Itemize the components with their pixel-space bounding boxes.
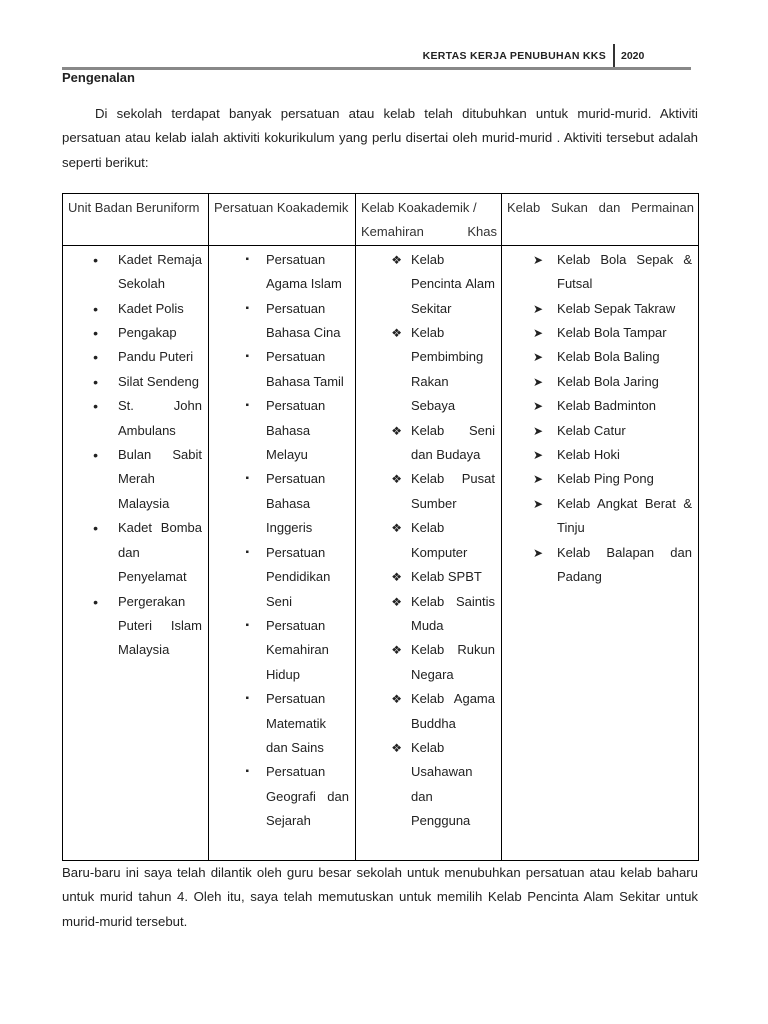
bullet-icon: ❖ (391, 740, 402, 755)
bullet-icon: ▪ (245, 546, 249, 558)
item-text: Persatuan Agama Islam (266, 251, 342, 292)
item-text: Kelab Bola Sepak & Futsal (557, 251, 692, 292)
bullet-icon: ❖ (391, 252, 402, 267)
header-year: 2020 (621, 50, 645, 62)
bullet-icon: ➤ (532, 472, 543, 487)
list-item (502, 321, 692, 345)
item-text: Kadet Bomba dan Penyelamat (118, 520, 202, 585)
item-text: Persatuan Bahasa Cina (266, 300, 341, 341)
list-item (502, 297, 692, 321)
item-text: Persatuan Kemahiran Hidup (266, 617, 329, 682)
item-text: St. John Ambulans (118, 398, 202, 438)
bullet-icon: ➤ (532, 448, 543, 463)
bullet-icon: ➤ (532, 326, 543, 341)
item-text: Kelab Catur (557, 422, 626, 438)
item-text: Silat Sendeng (118, 373, 199, 389)
list-item (502, 345, 692, 369)
table-body-row (63, 245, 699, 860)
bullet-icon: ▪ (245, 766, 249, 778)
list-item (209, 541, 349, 614)
table-header-row (63, 194, 699, 246)
item-list (63, 248, 202, 663)
list-item (63, 345, 202, 369)
item-text: Kelab Seni dan Budaya (411, 422, 495, 463)
item-text: Kelab Pusat Sumber (411, 471, 495, 511)
item-text: Kelab Komputer (411, 520, 468, 560)
header-title: KERTAS KERJA PENUBUHAN KKS (422, 50, 606, 62)
item-text: Persatuan Pendidikan Seni (266, 544, 331, 609)
item-list (209, 248, 349, 834)
item-text: Kelab Pembimbing Rakan Sebaya (411, 325, 484, 414)
list-item (502, 394, 692, 418)
list-item (356, 419, 495, 468)
column-uniform (63, 245, 209, 860)
header-rule (62, 67, 691, 70)
item-text: Kelab Saintis Muda (411, 593, 495, 633)
list-item (209, 614, 349, 687)
bullet-icon: ➤ (532, 350, 543, 365)
item-text: Persatuan Geografi dan Sejarah (266, 764, 349, 829)
item-list (502, 248, 692, 590)
item-text: Kelab Bola Baling (557, 349, 660, 365)
closing-paragraph: Baru-baru ini saya telah dilantik oleh guru besar sekolah untuk menubuhkan persatuan atau kelab baharu untuk murid tahun 4. Oleh itu, saya telah memutuskan untuk memilih Kelab Pencinta Alam Sekitar untuk murid-murid tersebut. (62, 865, 698, 929)
bullet-icon: ▪ (245, 351, 249, 363)
column-sukan (502, 245, 699, 860)
list-item (502, 248, 692, 297)
item-text: Kelab Bola Jaring (557, 373, 659, 389)
item-text: Pandu Puteri (118, 349, 194, 365)
list-item (63, 394, 202, 443)
bullet-icon: ❖ (391, 521, 402, 536)
bullet-icon: • (93, 349, 98, 366)
item-text: Kadet Polis (118, 300, 184, 316)
list-item (63, 370, 202, 394)
bullet-icon: • (93, 520, 98, 537)
bullet-icon: ▪ (245, 302, 249, 314)
item-text: Kelab Sepak Takraw (557, 300, 676, 316)
bullet-icon: • (93, 593, 98, 610)
item-text: Kelab SPBT (411, 569, 482, 585)
item-text: Kadet Remaja Sekolah (118, 251, 202, 292)
column-header-sukan: Kelab Sukan dan Permainan (502, 194, 699, 246)
bullet-icon: • (93, 398, 98, 415)
bullet-icon: ➤ (532, 301, 543, 316)
item-text: Persatuan Bahasa Inggeris (266, 471, 326, 536)
item-text: Pengakap (118, 325, 177, 341)
list-item (356, 565, 495, 589)
list-item (356, 687, 495, 736)
column-koakademik (209, 245, 356, 860)
item-text: Kelab Rukun Negara (411, 642, 495, 682)
bullet-icon: ❖ (391, 692, 402, 707)
bullet-icon: ➤ (532, 423, 543, 438)
item-list (356, 248, 495, 834)
list-item (63, 443, 202, 516)
list-item (356, 321, 495, 419)
clubs-table (62, 193, 699, 861)
column-kelab-koakademik (356, 245, 502, 860)
item-text: Kelab Usahawan dan Pengguna (411, 739, 473, 829)
list-item (63, 590, 202, 663)
bullet-icon: ➤ (532, 496, 543, 511)
bullet-icon: ➤ (532, 374, 543, 389)
column-header-koakademik: Persatuan Koakademik (209, 194, 356, 246)
item-text: Kelab Balapan dan Padang (557, 544, 692, 585)
bullet-icon: ❖ (391, 472, 402, 487)
bullet-icon: ❖ (391, 594, 402, 609)
list-item (209, 467, 349, 540)
list-item (502, 467, 692, 491)
list-item (209, 760, 349, 833)
bullet-icon: ➤ (532, 399, 543, 414)
item-text: Persatuan Bahasa Tamil (266, 349, 344, 389)
column-header-uniform: Unit Badan Beruniform (63, 194, 209, 246)
section-heading: Pengenalan (62, 70, 135, 85)
bullet-icon: ▪ (245, 253, 249, 265)
list-item (502, 492, 692, 541)
item-text: Kelab Badminton (557, 398, 657, 414)
list-item (209, 248, 349, 297)
intro-paragraph: Di sekolah terdapat banyak persatuan atau kelab telah ditubuhkan untuk murid-murid. Aktiviti persatuan atau kelab ialah aktiviti kokurikulum yang perlu disertai oleh murid-murid . Aktiviti tersebut adalah seperti berikut: (62, 106, 698, 170)
bullet-icon: ❖ (391, 643, 402, 658)
list-item (356, 248, 495, 321)
list-item (209, 297, 349, 346)
bullet-icon: • (93, 325, 98, 342)
list-item (356, 516, 495, 565)
list-item (209, 687, 349, 760)
item-text: Kelab Hoki (557, 447, 620, 463)
bullet-icon: ➤ (532, 545, 543, 560)
bullet-icon: ❖ (391, 326, 402, 341)
item-text: Kelab Agama Buddha (411, 691, 495, 731)
header-separator (613, 44, 615, 68)
item-text: Persatuan Bahasa Melayu (266, 398, 326, 463)
bullet-icon: ➤ (532, 252, 543, 267)
list-item (502, 541, 692, 590)
item-text: Pergerakan Puteri Islam Malaysia (118, 593, 202, 658)
list-item (356, 638, 495, 687)
bullet-icon: ❖ (391, 423, 402, 438)
bullet-icon: • (93, 447, 98, 464)
list-item (63, 321, 202, 345)
column-header-kelab-koakademik: Kelab Koakademik / Kemahiran Khas (356, 194, 502, 246)
bullet-icon: • (93, 251, 98, 268)
list-item (209, 345, 349, 394)
list-item (356, 736, 495, 834)
bullet-icon: ▪ (245, 693, 249, 705)
bullet-icon: ▪ (245, 473, 249, 485)
item-text: Bulan Sabit Merah Malaysia (118, 447, 202, 511)
bullet-icon: ❖ (391, 570, 402, 585)
list-item (356, 590, 495, 639)
list-item (502, 443, 692, 467)
list-item (356, 467, 495, 516)
bullet-icon: ▪ (245, 400, 249, 412)
item-text: Kelab Ping Pong (557, 471, 654, 487)
list-item (63, 516, 202, 589)
bullet-icon: ▪ (245, 619, 249, 631)
item-text: Persatuan Matematik dan Sains (266, 691, 326, 755)
list-item (63, 248, 202, 297)
item-text: Kelab Pencinta Alam Sekitar (411, 251, 495, 316)
item-text: Kelab Angkat Berat & Tinju (557, 495, 692, 536)
list-item (209, 394, 349, 467)
bullet-icon: • (93, 300, 98, 317)
item-text: Kelab Bola Tampar (557, 325, 667, 341)
list-item (502, 370, 692, 394)
bullet-icon: • (93, 373, 98, 390)
page-header (62, 44, 691, 68)
list-item (63, 297, 202, 321)
list-item (502, 419, 692, 443)
